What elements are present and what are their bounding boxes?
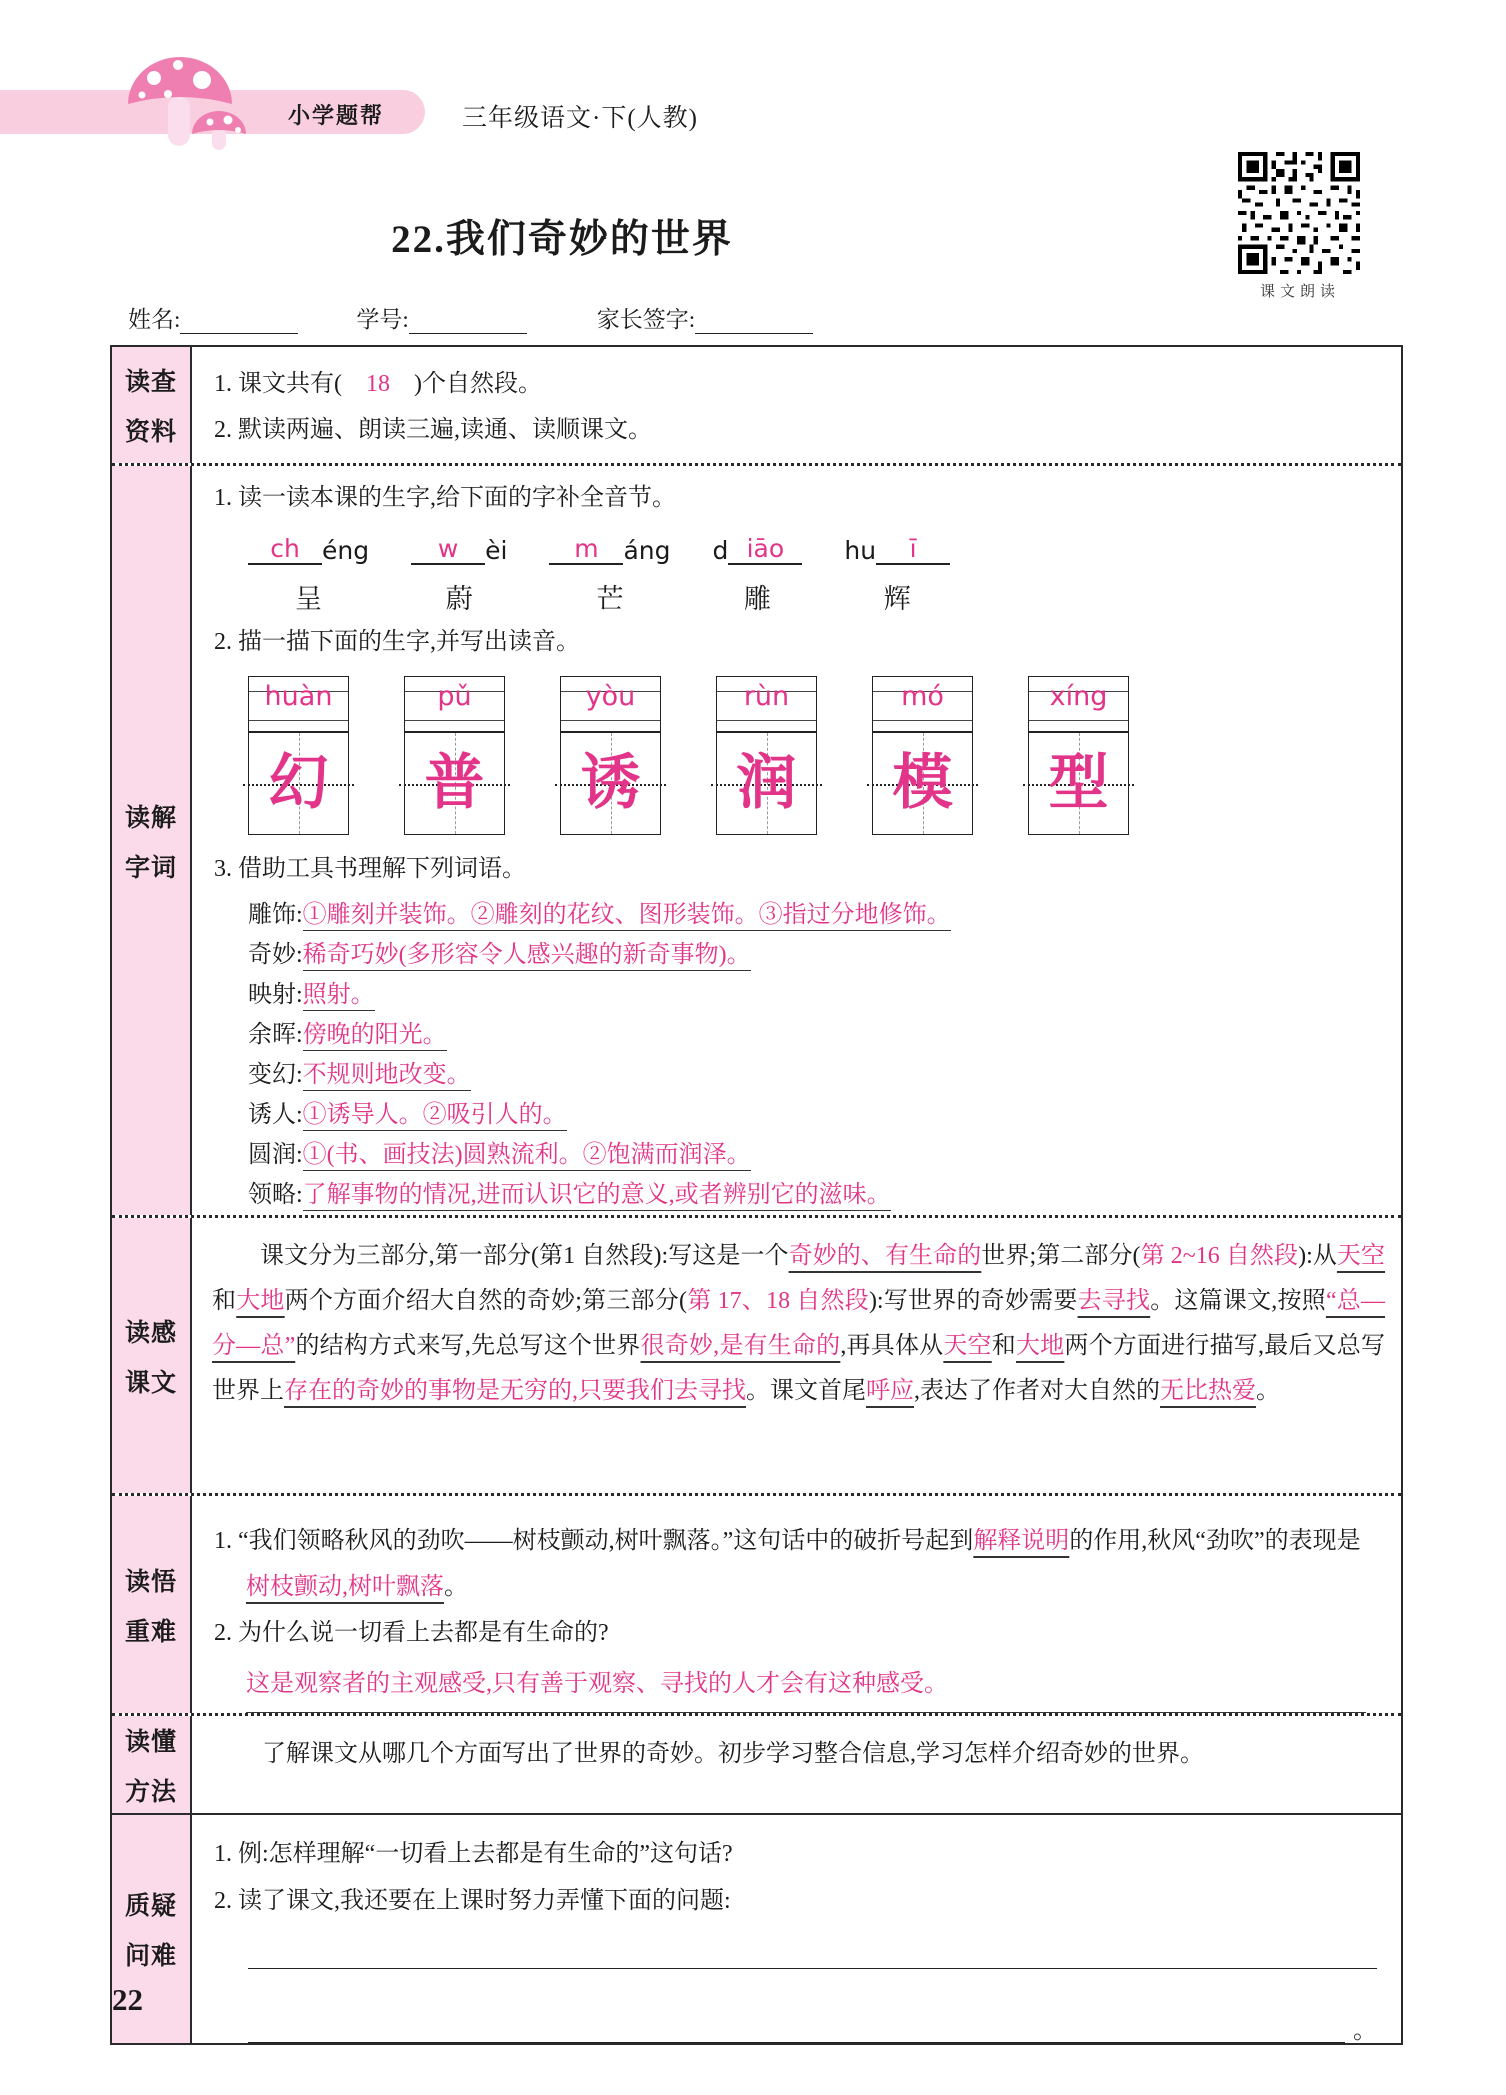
character-cell: 幻 xyxy=(249,733,348,834)
student-id-blank xyxy=(409,308,527,334)
question-1: 1. “我们领略秋风的劲吹——树枝颤动,树叶飘落。”这句话中的破折号起到解释说明的作用,秋风“劲吹”的表现是树枝颤动,树叶飘落。 xyxy=(214,1528,1361,1600)
pinyin-item: ch éng 呈 xyxy=(248,534,369,616)
name-blank xyxy=(180,308,298,334)
section-label: 读懂 方法 xyxy=(112,1716,192,1813)
question-2: 2. 描一描下面的生字,并写出读音。 xyxy=(214,629,580,655)
section-content xyxy=(192,347,1401,463)
filled-answer: 呼应 xyxy=(866,1378,914,1404)
section-content xyxy=(192,466,1401,1215)
qr-code xyxy=(1238,152,1360,274)
character-cell: 诱 xyxy=(561,733,660,834)
item-1: 1. 例:怎样理解“一切看上去都是有生命的”这句话? xyxy=(214,1841,733,1867)
item-2: 2. 读了课文,我还要在上课时努力弄懂下面的问题: xyxy=(214,1888,731,1914)
section-content xyxy=(192,1218,1401,1493)
definition: 映射:照射。 xyxy=(248,975,1387,1015)
section-label: 读查 资料 xyxy=(112,347,192,463)
pinyin-grid: huàn xyxy=(249,677,348,733)
character: 雕 xyxy=(743,584,771,614)
filled-answer: 存在的奇妙的事物是无穷的,只要我们去寻找 xyxy=(284,1378,746,1404)
brand-title: 小学题帮 xyxy=(288,103,385,128)
pinyin-fill-row xyxy=(248,534,1387,616)
pinyin-grid: xíng xyxy=(1029,677,1128,733)
filled-answer: 天空 xyxy=(1336,1243,1385,1269)
question-1: 1. 读一读本课的生字,给下面的字补全音节。 xyxy=(214,485,676,511)
section-dudongfangfa xyxy=(112,1713,1401,1813)
pinyin-item: m áng 芒 xyxy=(549,534,670,616)
pinyin-grid: mó xyxy=(873,677,972,733)
method-paragraph: 了解课文从哪几个方面写出了世界的奇妙。初步学习整合信息,学习怎样介绍奇妙的世界。 xyxy=(262,1741,1204,1767)
pinyin-item: hu ī 辉 xyxy=(844,534,950,616)
section-label: 读悟 重难 xyxy=(112,1496,192,1713)
parent-sign-label: 家长签字: xyxy=(596,307,696,332)
pinyin-item: d iāo 雕 xyxy=(712,534,802,616)
section-dugankewen xyxy=(112,1215,1401,1493)
student-info-row xyxy=(128,301,1408,334)
item-1: 1. 课文共有( 18 )个自然段。 xyxy=(214,361,1383,407)
item-2: 2. 默读两遍、朗读三遍,读通、读顺课文。 xyxy=(214,417,652,443)
lesson-title: 22.我们奇妙的世界 xyxy=(391,218,733,261)
trace-boxes-row xyxy=(248,676,1387,835)
question-3: 3. 借助工具书理解下列词语。 xyxy=(214,856,526,882)
section-content xyxy=(192,1496,1401,1713)
filled-answer: 无比热爱 xyxy=(1160,1378,1256,1404)
section-content xyxy=(192,1815,1401,2043)
character-cell: 普 xyxy=(405,733,504,834)
trace-box xyxy=(872,676,973,835)
parent-sign-field xyxy=(597,301,813,334)
filled-answer: 解释说明 xyxy=(973,1528,1070,1554)
character-cell: 模 xyxy=(873,733,972,834)
answer-paragraph-count: 18 xyxy=(366,371,390,397)
section-content xyxy=(192,1716,1401,1813)
pinyin-grid: yòu xyxy=(561,677,660,733)
filled-answer: “总—分—总” xyxy=(212,1288,1386,1359)
character: 辉 xyxy=(883,584,911,614)
filled-answer: 第 2~16 自然段 xyxy=(1140,1243,1299,1269)
pinyin-grid: rùn xyxy=(717,677,816,733)
pinyin-blank: iāo xyxy=(728,534,802,565)
filled-answer: 奇妙的、有生命的 xyxy=(788,1243,982,1269)
filled-answer: 大地 xyxy=(236,1288,285,1314)
question-2: 2. 为什么说一切看上去都是有生命的? xyxy=(214,1620,609,1646)
definition: 诱人:①诱导人。②吸引人的。 xyxy=(248,1095,1387,1135)
character-cell: 润 xyxy=(717,733,816,834)
section-label: 质疑 问难 xyxy=(112,1815,192,2043)
definition: 领略:了解事物的情况,进而认识它的意义,或者辨别它的滋味。 xyxy=(248,1175,1387,1215)
character-cell: 型 xyxy=(1029,733,1128,834)
filled-answer: 大地 xyxy=(1015,1333,1065,1359)
student-id-field xyxy=(356,301,526,334)
filled-answer: 天空 xyxy=(943,1333,992,1359)
section-duchaziliao xyxy=(112,347,1401,463)
trace-box xyxy=(248,676,349,835)
answer-blank-1 xyxy=(248,1959,1377,1969)
pinyin-blank: ī xyxy=(876,534,950,565)
summary-paragraph: 课文分为三部分,第一部分(第1 自然段):写这是一个奇妙的、有生命的世界;第二部分(第 2~16 自然段):从天空和大地两个方面介绍大自然的奇妙;第三部分(第 17、18 自然段):写世界的奇妙需要去寻找。这篇课文,按照“总—分—总”的结构方式来写,先总写这个世界很奇妙,是有生命的,再具体从天空和大地两个方面进行描写,最后又总写世界上存在的奇妙的事物是无穷的,只要我们去寻找。课文首尾呼应,表达了作者对大自然的无比热爱。 xyxy=(212,1243,1386,1404)
filled-answer: 第 17、18 自然段 xyxy=(686,1288,869,1314)
answer-blank-2: 。 xyxy=(248,2019,1377,2043)
mushroom-logo-icon xyxy=(120,40,270,155)
section-label: 读感 课文 xyxy=(112,1218,192,1493)
qr-caption: 课文朗读 xyxy=(1259,284,1340,300)
pinyin-blank: ch xyxy=(248,534,322,565)
pinyin-grid: pǔ xyxy=(405,677,504,733)
definition: 雕饰:①雕刻并装饰。②雕刻的花纹、图形装饰。③指过分地修饰。 xyxy=(248,895,1387,935)
definition: 圆润:①(书、画技法)圆熟流利。②饱满而润泽。 xyxy=(248,1135,1387,1175)
definition: 余晖:傍晚的阳光。 xyxy=(248,1015,1387,1055)
trace-box xyxy=(716,676,817,835)
section-label: 读解 字词 xyxy=(112,466,192,1215)
trace-box xyxy=(404,676,505,835)
definitions-list xyxy=(248,895,1387,1215)
section-duwuzhongnan xyxy=(112,1493,1401,1713)
page-number: 22 xyxy=(112,1982,143,2017)
pinyin-item: w èi 蔚 xyxy=(411,534,507,616)
character: 芒 xyxy=(596,584,624,614)
pinyin-blank: w xyxy=(411,534,485,565)
answer-2: 这是观察者的主观感受,只有善于观察、寻找的人才会有这种感受。 xyxy=(246,1664,1366,1713)
name-field xyxy=(128,301,298,334)
section-dujiezici xyxy=(112,463,1401,1215)
worksheet-table xyxy=(110,345,1403,2045)
trace-box xyxy=(1028,676,1129,835)
section-zhiyiwennan xyxy=(112,1813,1401,2043)
name-label: 姓名: xyxy=(128,307,181,332)
definition: 变幻:不规则地改变。 xyxy=(248,1055,1387,1095)
pinyin-blank: m xyxy=(549,534,623,565)
filled-answer: 去寻找 xyxy=(1077,1288,1151,1314)
character: 呈 xyxy=(295,584,323,614)
definition: 奇妙:稀奇巧妙(多形容令人感兴趣的新奇事物)。 xyxy=(248,935,1387,975)
filled-answer: 很奇妙,是有生命的 xyxy=(640,1333,841,1359)
filled-answer: 树枝颤动,树叶飘落 xyxy=(246,1574,444,1600)
trace-box xyxy=(560,676,661,835)
student-id-label: 学号: xyxy=(356,307,409,332)
parent-sign-blank xyxy=(695,308,813,334)
character: 蔚 xyxy=(445,584,473,614)
qr-code-block xyxy=(1238,152,1362,301)
book-edition: 三年级语文·下(人教) xyxy=(462,105,698,132)
